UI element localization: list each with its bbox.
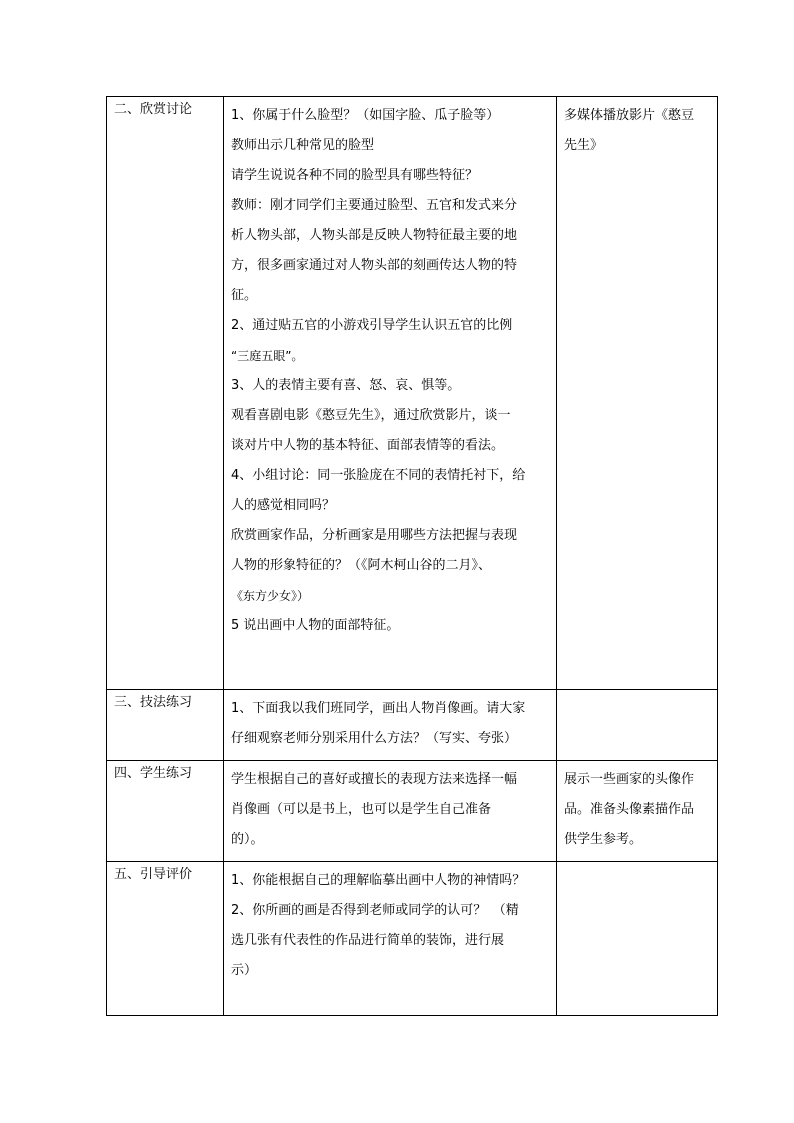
content-line: 谈对片中人物的基本特征、面部表情等的看法。: [231, 438, 505, 453]
stage-cell: 五、引导评价: [107, 862, 224, 1016]
content-line: 方，很多画家通过对人物头部的刻画传达人物的特: [231, 258, 518, 273]
media-line: 先生》: [564, 138, 604, 153]
content-line: 的）。: [231, 832, 264, 847]
media-line: 多媒体播放影片《憨豆: [564, 108, 695, 123]
content-line: 5 说出画中人物的面部特征。: [231, 618, 400, 633]
table-row: [107, 761, 718, 862]
table-row: [107, 862, 718, 1016]
media-line: 品。准备头像素描作品: [564, 802, 695, 817]
content-line: 观看喜剧电影《憨豆先生》，通过欣赏影片，谈一: [231, 408, 511, 423]
media-cell: [557, 97, 718, 690]
content-line: 征。: [231, 288, 258, 303]
content-line: 示）: [231, 963, 258, 978]
content-line: 欣赏画家作品，分析画家是用哪些方法把握与表现: [231, 528, 518, 543]
stage-cell: 四、学生练习: [107, 761, 224, 862]
content-line: 人的感觉相同吗？: [231, 498, 336, 513]
content-line: 仔细观察老师分别采用什么方法？（写实、夸张）: [231, 731, 518, 746]
content-line: 学生根据自己的喜好或擅长的表现方法来选择一幅: [231, 772, 518, 787]
content-line: 3、人的表情主要有喜、怒、哀、惧等。: [231, 378, 461, 393]
content-line: 1、你能根据自己的理解临摹出画中人物的神情吗？: [231, 873, 526, 888]
content-line: 肖像画（可以是书上，也可以是学生自己准备: [231, 802, 492, 817]
media-line: 展示一些画家的头像作: [564, 772, 695, 787]
stage-cell: 三、技法练习: [107, 690, 224, 761]
content-cell: [224, 862, 557, 1016]
content-line: 请学生说说各种不同的脸型具有哪些特征？: [231, 168, 479, 183]
content-line: 2、你所画的画是否得到老师或同学的认可？ （精: [231, 903, 519, 918]
media-cell: [557, 761, 718, 862]
content-line: 教师：刚才同学们主要通过脸型、五官和发式来分: [231, 198, 518, 213]
content-line: 1、你属于什么脸型？（如国字脸、瓜子脸等）: [231, 108, 500, 123]
content-line: 2、通过贴五官的小游戏引导学生认识五官的比例: [231, 318, 513, 333]
content-line: 《东方少女》）: [231, 589, 310, 603]
content-cell: [224, 97, 557, 690]
media-cell: [557, 862, 718, 1016]
content-line: 人物的形象特征的？（《阿木柯山谷的二月》、: [231, 558, 492, 573]
table-row: [107, 690, 718, 761]
table-row: [107, 97, 718, 690]
content-line: 教师出示几种常见的脸型: [231, 138, 375, 153]
content-line: 选几张有代表性的作品进行简单的装饰，进行展: [231, 933, 505, 948]
content-line: 4、小组讨论：同一张脸庞在不同的表情托衬下，给: [231, 468, 526, 483]
content-cell: [224, 690, 557, 761]
media-line: 供学生参考。: [564, 832, 643, 847]
content-line: 1、下面我以我们班同学，画出人物肖像画。请大家: [231, 701, 526, 716]
media-cell: [557, 690, 718, 761]
lesson-plan-table: [106, 96, 718, 1016]
content-cell: [224, 761, 557, 862]
content-line: 析人物头部，人物头部是反映人物特征最主要的地: [231, 228, 518, 243]
content-line: “三庭五眼”。: [231, 349, 304, 363]
stage-cell: 二、欣赏讨论: [107, 97, 224, 690]
